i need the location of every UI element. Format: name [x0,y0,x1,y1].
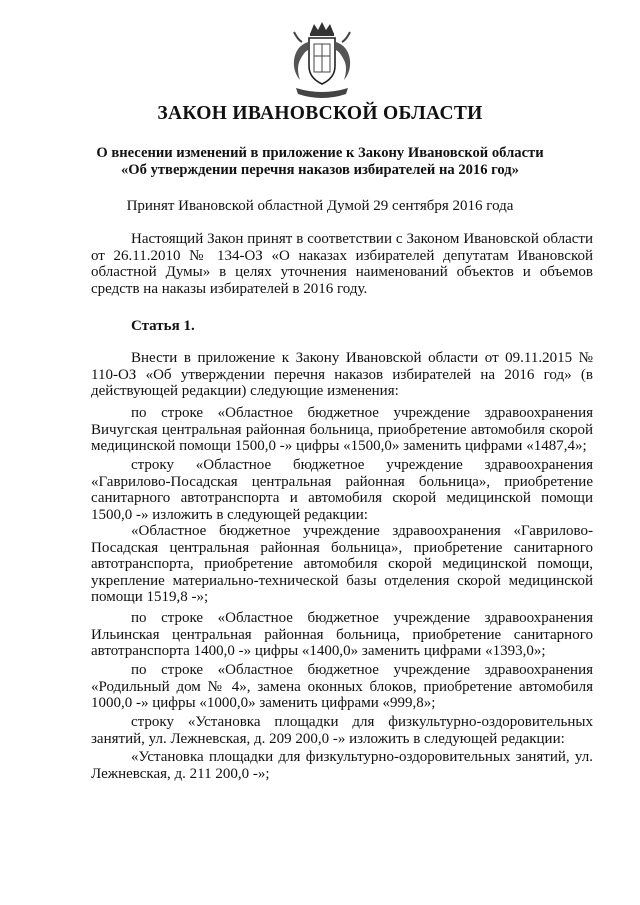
subtitle-line-1: О внесении изменений в приложение к Закону Ивановской области [96,145,544,161]
article-heading: Статья 1. [131,318,195,334]
article-paragraph: «Областное бюджетное учреждение здравоохранения «Гаврилово-Посадская центральная районная больница», приобретение санитарного автотранспорта, приобретение автомобиля скорой медицинской помощи, укрепление материально-технической базы отделения скорой медицинской помощи 1519,8 -»; [91,523,593,606]
adoption-line: Принят Ивановской областной Думой 29 сентября 2016 года [126,198,514,214]
coat-of-arms-icon [288,20,356,102]
article-paragraph: «Установка площадки для физкультурно-оздоровительных занятий, ул. Лежневская, д. 211 200,0 -»; [91,749,593,782]
article-paragraph: по строке «Областное бюджетное учреждение здравоохранения Вичугская центральная районная больница, приобретение автомобиля скорой медицинской помощи 1500,0 -» цифры «1500,0» заменить цифрами «1487,4»; [91,405,593,455]
article-paragraph: по строке «Областное бюджетное учреждение здравоохранения «Родильный дом № 4», замена оконных блоков, приобретение автомобиля 1000,0 -» цифры «1000,0» заменить цифрами «999,8»; [91,662,593,712]
law-subtitle [0,145,640,179]
article-paragraph: по строке «Областное бюджетное учреждение здравоохранения Ильинская центральная районная больница, приобретение санитарного автотранспорта 1400,0 -» цифры «1400,0» заменить цифрами «1393,0»; [91,610,593,660]
article-paragraph: строку «Установка площадки для физкультурно-оздоровительных занятий, ул. Лежневская, д. 209 200,0 -» изложить в следующей редакции: [91,714,593,747]
preamble-paragraph: Настоящий Закон принят в соответствии с Законом Ивановской области от 26.11.2010 № 134-ОЗ «О наказах избирателей депутатам Ивановской областной Думы» в целях уточнения наименований объектов и объемов средств на наказы избирателей в 2016 году. [91,231,593,297]
article-paragraph: строку «Областное бюджетное учреждение здравоохранения «Гаврилово-Посадская центральная районная больница», приобретение санитарного автотранспорта и автомобиля скорой медицинской помощи 1500,0 -» изложить в следующей редакции: [91,457,593,523]
law-title: ЗАКОН ИВАНОВСКОЙ ОБЛАСТИ [157,103,483,124]
subtitle-line-2: «Об утверждении перечня наказов избирателей на 2016 год» [121,162,519,178]
article-paragraph: Внести в приложение к Закону Ивановской области от 09.11.2015 № 110-ОЗ «Об утверждении перечня наказов избирателей на 2016 год» (в действующей редакции) следующие изменения: [91,350,593,400]
